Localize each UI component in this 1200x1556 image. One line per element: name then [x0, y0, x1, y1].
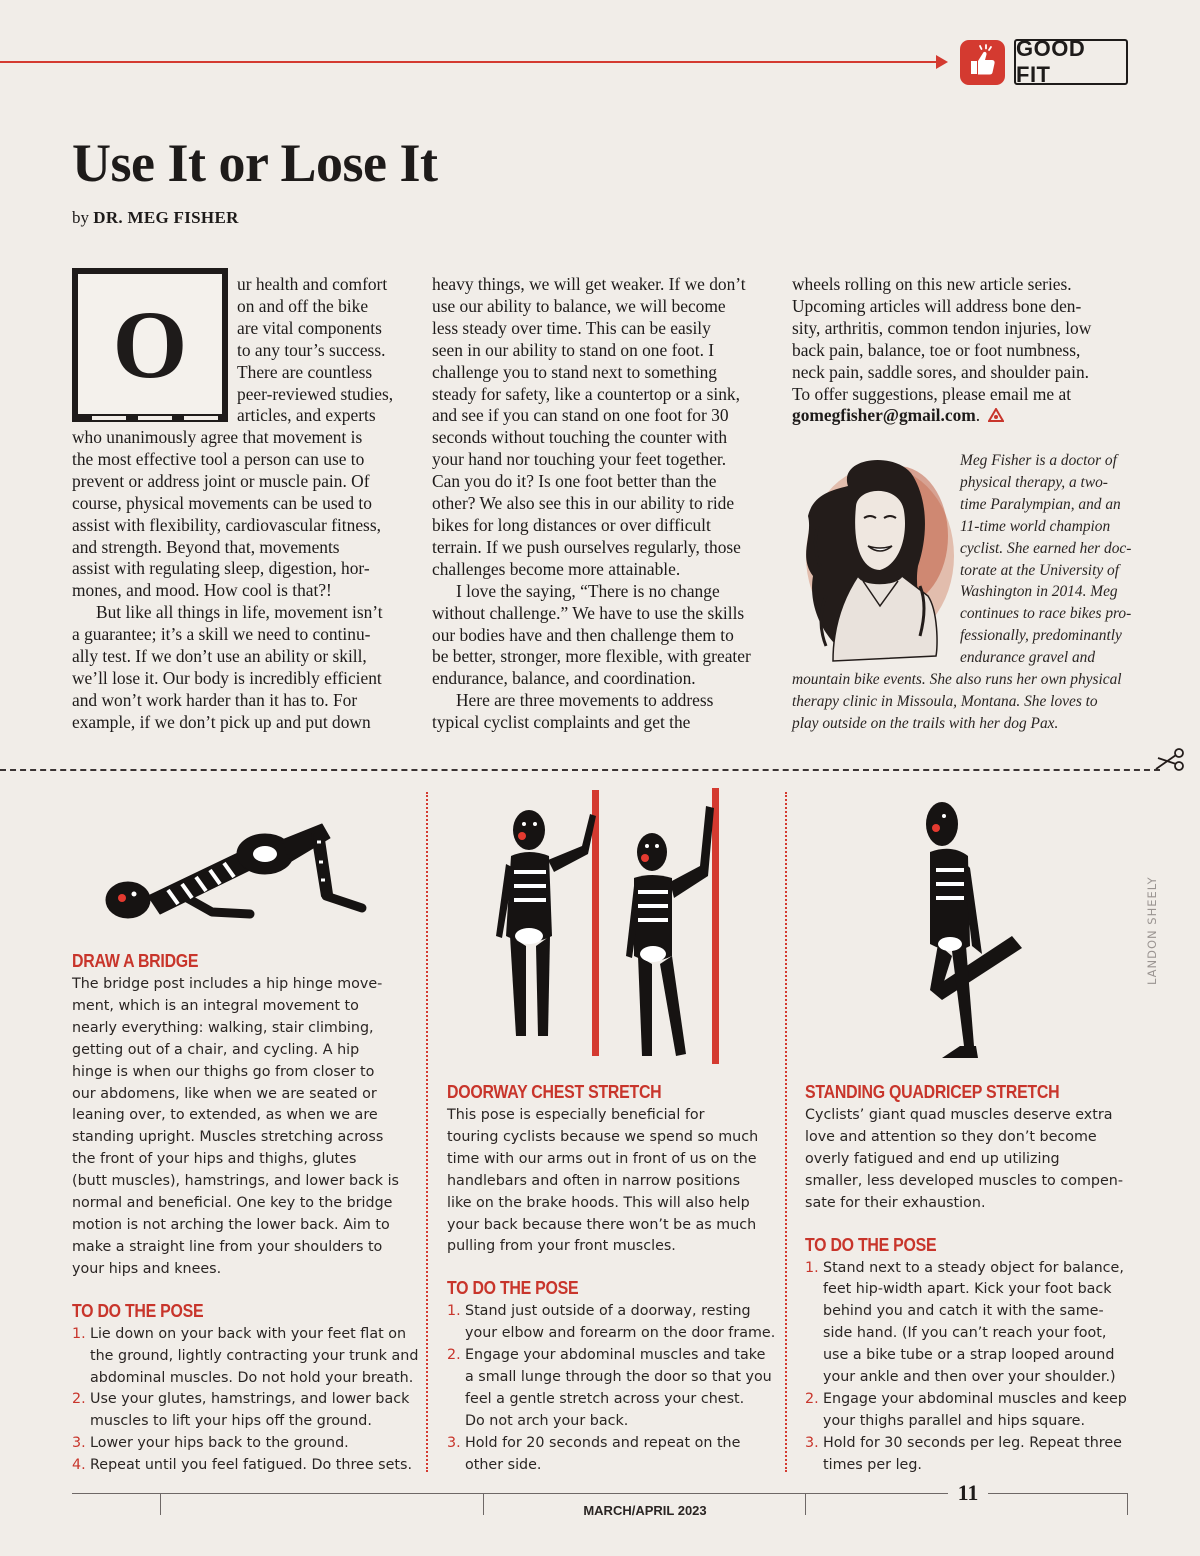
text-line: getting out of a chair, and cycling. A hip: [72, 1041, 360, 1058]
text-line: less steady over time. This can be easily: [432, 317, 711, 338]
text-line: Can you do it? Is one foot better than the: [432, 471, 717, 492]
text-line: and see if you can stand on one foot for 30: [432, 405, 729, 426]
text-line: articles, and experts: [237, 405, 376, 426]
text-line: torate at the University of: [960, 561, 1120, 579]
text-line: make a straight line from your shoulders to: [72, 1238, 383, 1255]
text-line: Lie down on your back with your feet flat on: [90, 1325, 407, 1342]
doorway-stretch-illustration: [486, 786, 726, 1070]
author-name: DR. MEG FISHER: [93, 208, 239, 227]
text-line: 11-time world champion: [960, 517, 1111, 535]
text-line: ment, which is an integral movement to: [72, 997, 359, 1014]
step-number: 1.: [805, 1259, 819, 1276]
step-item: [72, 1433, 417, 1455]
article-col3: [792, 274, 1137, 427]
text-line: Hold for 20 seconds and repeat on the: [465, 1434, 741, 1451]
text-line: typical cyclist complaints and get the: [432, 712, 691, 733]
text-line: Repeat until you feel fatigued. Do three sets.: [90, 1457, 413, 1474]
text-line: time with our arms out in front of us on the: [447, 1150, 757, 1167]
step-number: 3.: [72, 1435, 86, 1452]
text-line: normal and beneficial. One key to the bridge: [72, 1195, 393, 1212]
text-line: continues to race bikes pro-: [960, 605, 1132, 623]
text-line: Stand just outside of a doorway, resting: [465, 1303, 751, 1320]
text-line: other? We also see this in our ability to ride: [432, 493, 735, 514]
step-item: [447, 1301, 777, 1345]
footer-tick: [160, 1493, 161, 1515]
text-line: I love the saying, “There is no change: [456, 580, 720, 601]
pose-steps: [805, 1258, 1140, 1477]
text-line: your elbow and forearm on the door frame.: [465, 1325, 776, 1342]
text-line: a guarantee; it’s a skill we need to continu-: [72, 624, 371, 645]
text-line: like on the brake hoods. This will also help: [447, 1194, 750, 1211]
text-line: other side.: [465, 1456, 542, 1473]
text-line: assist with regulating sleep, digestion, hor-: [72, 558, 370, 579]
email-line: [792, 405, 1137, 427]
text-line: nearly everything: walking, stair climbing,: [72, 1019, 374, 1036]
step-item: [805, 1258, 1140, 1389]
text-line: we’ll lose it. Our body is incredibly efficient: [72, 667, 382, 688]
exercise-quad: [805, 1081, 1140, 1477]
text-line: and won’t work harder than it has to. For: [72, 689, 358, 710]
text-line: The bridge post includes a hip hinge move-: [72, 976, 383, 992]
pose-steps: [72, 1324, 417, 1477]
footer-tick: [805, 1493, 806, 1515]
text-line: This pose is especially beneficial for: [447, 1107, 705, 1123]
text-line: physical therapy, a two-: [960, 473, 1108, 491]
text-line: challenge you to stand next to something: [432, 361, 717, 382]
column-divider: [426, 792, 428, 1472]
text-line: the ground, lightly contracting your trunk and: [90, 1347, 419, 1364]
text-line: bikes for long distances or over difficult: [432, 514, 711, 535]
text-line: time Paralympian, and an: [960, 495, 1121, 513]
exercise-title: STANDING QUADRICEP STRETCH: [805, 1081, 1060, 1102]
text-line: heavy things, we will get weaker. If we don’t: [432, 274, 746, 294]
text-line: There are countless: [237, 361, 373, 382]
text-line: behind you and catch it with the same-: [823, 1303, 1104, 1320]
author-bio-right: [960, 450, 1135, 669]
text-line: love and attention so they don’t become: [805, 1128, 1097, 1145]
text-line: use a bike tube or a strap looped around: [823, 1347, 1115, 1364]
text-line: standing upright. Muscles stretching across: [72, 1129, 384, 1146]
page-number: 11: [948, 1480, 988, 1506]
illustration-credit: LANDON SHEELY: [1145, 876, 1159, 985]
text-line: mountain bike events. She also runs her own physical: [792, 671, 1122, 688]
text-line: Use your glutes, hamstrings, and lower back: [90, 1391, 410, 1408]
step-number: 3.: [805, 1434, 819, 1451]
text-line: assist with flexibility, cardiovascular fitness,: [72, 514, 381, 535]
footer-tick: [483, 1493, 484, 1515]
article-col1-top: [237, 274, 407, 427]
text-line: and strength. Beyond that, movements: [72, 536, 340, 557]
text-line: feel a gentle stretch across your chest.: [465, 1390, 745, 1407]
text-line: But like all things in life, movement isn’t: [96, 602, 383, 623]
step-number: 3.: [447, 1434, 461, 1451]
text-line: Engage your abdominal muscles and take: [465, 1347, 766, 1364]
author-bio-full: [792, 669, 1137, 735]
pose-heading: TO DO THE POSE: [805, 1233, 937, 1255]
exercise-body: [447, 1105, 777, 1258]
article-col2: [432, 274, 777, 734]
pose-heading: TO DO THE POSE: [447, 1277, 579, 1299]
text-line: handlebars and often in narrow positions: [447, 1172, 741, 1189]
text-line: wheels rolling on this new article series.: [792, 274, 1072, 294]
step-number: 2.: [805, 1390, 819, 1407]
text-line: motion is not arching the lower back. Aim to: [72, 1216, 390, 1233]
text-line: hinge is when our thighs go from closer to: [72, 1063, 375, 1080]
text-line: your ankle and then over your shoulder.): [823, 1369, 1116, 1386]
text-line: To offer suggestions, please email me at: [792, 383, 1072, 404]
text-line: Lower your hips back to the ground.: [90, 1435, 349, 1452]
text-line: side hand. (If you can’t reach your foot,: [823, 1325, 1107, 1342]
text-line: neck pain, saddle sores, and shoulder pain.: [792, 361, 1090, 382]
step-item: [72, 1389, 417, 1433]
author-portrait: [788, 446, 956, 668]
text-line: use our ability to balance, we will become: [432, 295, 726, 316]
text-line: prevent or address joint or muscle pain. Of: [72, 470, 370, 491]
text-line: Upcoming articles will address bone den-: [792, 295, 1082, 316]
drop-cap-letter: O: [112, 290, 188, 398]
drop-cap: [72, 268, 228, 422]
text-line: your hips and knees.: [72, 1260, 222, 1277]
step-item: [72, 1455, 417, 1477]
text-line: your hand nor touching your feet together.: [432, 449, 727, 470]
text-line: pulling from your front muscles.: [447, 1238, 676, 1255]
text-line: Engage your abdominal muscles and keep: [823, 1390, 1127, 1407]
step-number: 2.: [72, 1391, 86, 1408]
article-title: Use It or Lose It: [72, 133, 438, 193]
step-number: 1.: [447, 1303, 461, 1320]
text-line: to any tour’s success.: [237, 339, 386, 360]
text-line: are vital components: [237, 317, 382, 338]
text-line: Washington in 2014. Meg: [960, 583, 1118, 601]
step-item: [447, 1345, 777, 1433]
text-line: cyclist. She earned her doc-: [960, 539, 1132, 557]
section-label: GOOD FIT: [1014, 39, 1128, 85]
text-line: mones, and mood. How cool is that?!: [72, 580, 332, 601]
text-line: on and off the bike: [237, 295, 369, 316]
scissors-icon: [1152, 744, 1188, 774]
text-line: be better, stronger, more flexible, with greater: [432, 646, 751, 667]
text-line: .: [975, 405, 981, 426]
article-col1: [72, 427, 412, 734]
text-line: who unanimously agree that movement is: [72, 427, 363, 447]
text-line: Hold for 30 seconds per leg. Repeat three: [823, 1434, 1122, 1451]
text-line: steady for safety, like a countertop or a sink,: [432, 383, 740, 404]
text-line: challenges become more attainable.: [432, 558, 681, 579]
text-line: your back because there won’t be as much: [447, 1216, 757, 1233]
byline: [72, 208, 239, 228]
thumbs-up-icon: [960, 40, 1005, 85]
text-line: sate for their exhaustion.: [805, 1194, 986, 1211]
text-line: Here are three movements to address: [456, 690, 714, 711]
step-item: [447, 1433, 777, 1477]
text-line: the most effective tool a person can use to: [72, 448, 365, 469]
text-line: Do not arch your back.: [465, 1412, 629, 1429]
step-item: [805, 1389, 1140, 1433]
text-line: example, if we don’t pick up and put down: [72, 711, 371, 732]
author-email[interactable]: gomegfisher@gmail.com: [792, 405, 976, 426]
byline-prefix: by: [72, 208, 89, 227]
text-line: a small lunge through the door so that you: [465, 1369, 772, 1386]
text-line: Stand next to a steady object for balance,: [823, 1259, 1124, 1276]
text-line: Meg Fisher is a doctor of: [960, 452, 1117, 469]
text-line: muscles to lift your hips off the ground.: [90, 1413, 372, 1430]
text-line: (butt muscles), hamstrings, and lower back is: [72, 1173, 399, 1190]
text-line: endurance gravel and: [960, 649, 1096, 667]
text-line: play outside on the trails with her dog Pax.: [792, 714, 1059, 732]
text-line: abdominal muscles. Do not hold your breath.: [90, 1369, 414, 1386]
text-line: our bodies have and then challenge them to: [432, 624, 734, 645]
text-line: seen in our ability to stand on one foot. I: [432, 339, 715, 360]
text-line: sity, arthritis, common tendon injuries, low: [792, 317, 1092, 338]
text-line: ally test. If we don’t use an ability or skill,: [72, 646, 367, 667]
text-line: seconds without touching the counter with: [432, 427, 728, 448]
step-item: [72, 1324, 417, 1390]
header-rule: [0, 61, 944, 63]
pose-heading: TO DO THE POSE: [72, 1299, 204, 1321]
step-number: 4.: [72, 1457, 86, 1474]
exercise-body: [72, 974, 417, 1281]
text-line: Cyclists’ giant quad muscles deserve extra: [805, 1107, 1113, 1123]
text-line: therapy clinic in Missoula, Montana. She loves to: [792, 692, 1098, 710]
text-line: smaller, less developed muscles to compen-: [805, 1172, 1123, 1189]
text-line: without challenge.” We have to use the skills: [432, 602, 745, 623]
column-divider: [785, 792, 787, 1472]
text-line: fessionally, predominantly: [960, 627, 1122, 645]
text-line: the front of your hips and thighs, glutes: [72, 1151, 357, 1168]
bridge-pose-illustration: [100, 812, 368, 924]
arrow-right-icon: [936, 55, 948, 69]
footer-tick: [1127, 1493, 1128, 1515]
step-item: [805, 1433, 1140, 1477]
text-line: terrain. If we push ourselves regularly, those: [432, 536, 741, 557]
text-line: overly fatigued and end up utilizing: [805, 1150, 1060, 1167]
text-line: back pain, balance, toe or foot numbness,: [792, 339, 1081, 360]
text-line: touring cyclists because we spend so much: [447, 1128, 759, 1145]
step-number: 2.: [447, 1347, 461, 1364]
text-line: your thighs parallel and hips square.: [823, 1412, 1085, 1429]
text-line: times per leg.: [823, 1456, 922, 1473]
exercise-doorway: [447, 1081, 777, 1477]
issue-date: MARCH/APRIL 2023: [583, 1503, 707, 1518]
end-mark-icon: [988, 408, 1004, 422]
quad-stretch-illustration: [912, 796, 1032, 1066]
text-line: ur health and comfort: [237, 274, 388, 294]
text-line: peer-reviewed studies,: [237, 383, 394, 404]
exercise-title: DRAW A BRIDGE: [72, 950, 199, 971]
text-line: endurance, balance, and coordination.: [432, 668, 696, 689]
exercise-bridge: [72, 950, 417, 1477]
text-line: course, physical movements can be used to: [72, 492, 372, 513]
text-line: leaning over, to extended, as when we are: [72, 1107, 378, 1124]
text-line: our abdomens, like when we are seated or: [72, 1085, 377, 1102]
text-line: feet hip-width apart. Kick your foot back: [823, 1281, 1112, 1298]
exercise-body: [805, 1105, 1140, 1215]
cut-line: [0, 769, 1160, 771]
pose-steps: [447, 1301, 777, 1476]
exercise-title: DOORWAY CHEST STRETCH: [447, 1081, 662, 1102]
step-number: 1.: [72, 1325, 86, 1342]
